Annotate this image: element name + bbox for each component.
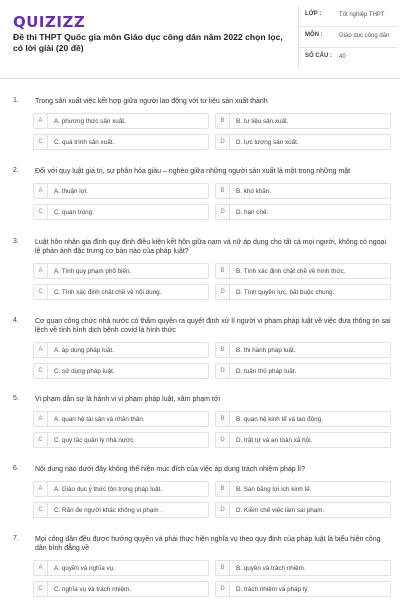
option-text: A. Tính quy phạm phổ biến. bbox=[54, 267, 132, 275]
option-letter: B bbox=[216, 482, 230, 496]
option-a[interactable] bbox=[33, 481, 209, 497]
option-text: D. hạn chế. bbox=[236, 208, 269, 216]
option-text: D. lực lượng sản xuất. bbox=[236, 138, 299, 146]
option-letter: C bbox=[34, 205, 48, 219]
option-text: C. Răn đe người khác không vi phạm . bbox=[54, 506, 163, 514]
option-letter: A bbox=[34, 264, 48, 278]
option-letter: D bbox=[216, 582, 230, 596]
question-text: Mọi công dân đều được hưởng quyền và phải thực hiện nghĩa vụ theo quy định của pháp luật là biểu hiện công dân bình đẳng về bbox=[35, 536, 381, 552]
option-letter: D bbox=[216, 135, 230, 149]
option-letter: D bbox=[216, 205, 230, 219]
option-text: B. khó khăn. bbox=[236, 187, 272, 195]
option-letter: B bbox=[216, 184, 230, 198]
worksheet-meta bbox=[298, 6, 397, 68]
option-text: D. Kiềm chế việc làm sai phạm. bbox=[236, 506, 325, 514]
option-letter: B bbox=[216, 412, 230, 426]
option-b[interactable] bbox=[215, 183, 391, 199]
option-text: D. tuân thủ pháp luật. bbox=[236, 367, 297, 375]
meta-row-count bbox=[299, 48, 397, 68]
option-letter: A bbox=[34, 561, 48, 575]
option-a[interactable] bbox=[33, 411, 209, 427]
question-text: Đối với quy luật giá trị, sự phân hóa giàu – nghèo giữa những người sản xuất là một trong những mặt bbox=[35, 168, 351, 175]
question-number: 6. bbox=[13, 465, 19, 472]
question-number: 5. bbox=[13, 395, 19, 402]
option-text: C. quy tắc quản lý nhà nước. bbox=[54, 436, 136, 444]
question-number: 7. bbox=[13, 535, 19, 542]
option-letter: A bbox=[34, 343, 48, 357]
meta-row-subject bbox=[299, 27, 397, 48]
option-letter: C bbox=[34, 433, 48, 447]
option-c[interactable] bbox=[33, 363, 209, 379]
option-a[interactable] bbox=[33, 342, 209, 358]
worksheet-header bbox=[0, 0, 400, 79]
option-d[interactable] bbox=[215, 204, 391, 220]
meta-key: MÔN : bbox=[305, 32, 323, 38]
option-d[interactable] bbox=[215, 363, 391, 379]
options-grid bbox=[33, 481, 391, 518]
option-text: A. phương thức sản xuất. bbox=[54, 117, 126, 125]
question-text: Vi phạm dân sự là hành vi vi phạm pháp luật, xâm phạm tới bbox=[35, 396, 221, 403]
question-5 bbox=[13, 395, 391, 448]
question-text: Cơ quan công chức nhà nước có thẩm quyền ra quyết định xử lí người vi phạm pháp luật về việc đưa thông tin sai lệch về tình hình dịch bệnh covid là hình thức bbox=[35, 318, 391, 334]
option-d[interactable] bbox=[215, 581, 391, 597]
options-grid bbox=[33, 113, 391, 150]
question-text: Nội dung nào dưới đây không thể hiện mục đích của việc áp dụng trách nhiệm pháp lí? bbox=[35, 466, 306, 473]
option-c[interactable] bbox=[33, 581, 209, 597]
option-text: C. nghĩa vụ và trách nhiệm. bbox=[54, 585, 132, 593]
question-4 bbox=[13, 317, 391, 379]
meta-key: LỚP : bbox=[305, 11, 322, 17]
options-grid bbox=[33, 342, 391, 379]
option-letter: C bbox=[34, 582, 48, 596]
question-number: 1. bbox=[13, 97, 19, 104]
option-text: B. quan hệ kinh tế và lao động. bbox=[236, 415, 323, 423]
option-letter: C bbox=[34, 135, 48, 149]
meta-key: SỐ CÂU : bbox=[305, 53, 332, 59]
question-text: Trong sản xuất việc kết hợp giữa người lao động với tư liệu sản xuất thành bbox=[35, 98, 268, 105]
meta-value: Giáo dục công dân bbox=[339, 33, 390, 39]
option-text: A. áp dụng pháp luật. bbox=[54, 346, 114, 354]
option-b[interactable] bbox=[215, 481, 391, 497]
option-text: D. trách nhiệm và pháp lý. bbox=[236, 585, 310, 593]
option-c[interactable] bbox=[33, 134, 209, 150]
option-text: C. Tính xác định chặt chẽ về nội dung. bbox=[54, 288, 162, 296]
option-b[interactable] bbox=[215, 411, 391, 427]
option-letter: B bbox=[216, 343, 230, 357]
meta-row-grade bbox=[299, 6, 397, 27]
question-number: 2. bbox=[13, 167, 19, 174]
option-c[interactable] bbox=[33, 204, 209, 220]
option-text: B. thi hành pháp luật. bbox=[236, 346, 296, 354]
options-grid bbox=[33, 411, 391, 448]
option-a[interactable] bbox=[33, 560, 209, 576]
option-text: B. Tính xác định chặt chẽ về hình thức. bbox=[236, 267, 346, 275]
option-letter: C bbox=[34, 503, 48, 517]
option-text: A. quan hệ tài sản và nhân thân. bbox=[54, 415, 145, 423]
option-d[interactable] bbox=[215, 284, 391, 300]
question-1 bbox=[13, 97, 391, 150]
option-d[interactable] bbox=[215, 432, 391, 448]
option-letter: B bbox=[216, 114, 230, 128]
quizizz-logo: QUIZIZZ bbox=[13, 13, 86, 31]
option-text: C. quá trình sản xuất. bbox=[54, 138, 115, 146]
question-3 bbox=[13, 238, 391, 300]
option-letter: A bbox=[34, 184, 48, 198]
option-b[interactable] bbox=[215, 560, 391, 576]
option-letter: D bbox=[216, 364, 230, 378]
option-d[interactable] bbox=[215, 502, 391, 518]
option-c[interactable] bbox=[33, 502, 209, 518]
meta-value: 40 bbox=[339, 54, 346, 60]
option-letter: A bbox=[34, 412, 48, 426]
option-a[interactable] bbox=[33, 183, 209, 199]
question-text: Luật hôn nhân gia đình quy định điều kiện kết hôn giữa nam và nữ áp dụng cho tất cả mọi người, không có ngoại lệ phản ánh đặc trưng cơ bản nào của pháp luật? bbox=[35, 239, 387, 255]
option-letter: B bbox=[216, 561, 230, 575]
option-a[interactable] bbox=[33, 113, 209, 129]
option-a[interactable] bbox=[33, 263, 209, 279]
option-letter: D bbox=[216, 503, 230, 517]
option-letter: C bbox=[34, 285, 48, 299]
question-2 bbox=[13, 167, 391, 220]
option-letter: B bbox=[216, 264, 230, 278]
option-letter: D bbox=[216, 285, 230, 299]
options-grid bbox=[33, 183, 391, 220]
question-6 bbox=[13, 465, 391, 518]
question-number: 4. bbox=[13, 317, 19, 324]
worksheet-title: Đề thi THPT Quốc gia môn Giáo dục công dân năm 2022 chọn lọc, có lời giải (20 đề) bbox=[13, 32, 283, 53]
question-7 bbox=[13, 535, 391, 597]
option-b[interactable] bbox=[215, 342, 391, 358]
option-c[interactable] bbox=[33, 284, 209, 300]
option-text: D. Tính quyền lực, bắt buộc chung. bbox=[236, 288, 335, 296]
option-text: A. quyền và nghĩa vụ. bbox=[54, 564, 115, 572]
option-text: B. San bằng lợi ích kinh tế. bbox=[236, 485, 312, 493]
option-letter: D bbox=[216, 433, 230, 447]
options-grid bbox=[33, 263, 391, 300]
option-text: C. sử dụng pháp luật. bbox=[54, 367, 115, 375]
option-c[interactable] bbox=[33, 432, 209, 448]
question-number: 3. bbox=[13, 238, 19, 245]
option-b[interactable] bbox=[215, 113, 391, 129]
option-letter: A bbox=[34, 114, 48, 128]
option-text: C. quan trọng. bbox=[54, 208, 94, 216]
option-letter: A bbox=[34, 482, 48, 496]
option-d[interactable] bbox=[215, 134, 391, 150]
option-letter: C bbox=[34, 364, 48, 378]
meta-value: Tốt nghiệp THPT bbox=[339, 12, 385, 18]
option-text: D. trật tự và an toàn xã hội. bbox=[236, 436, 313, 444]
option-text: A. Giáo dục ý thức tôn trọng pháp luật. bbox=[54, 485, 163, 493]
option-text: B. tư liệu sản xuất. bbox=[236, 117, 289, 125]
options-grid bbox=[33, 560, 391, 597]
option-text: A. thuận lợi. bbox=[54, 187, 88, 195]
option-text: B. quyền và trách nhiệm. bbox=[236, 564, 306, 572]
option-b[interactable] bbox=[215, 263, 391, 279]
